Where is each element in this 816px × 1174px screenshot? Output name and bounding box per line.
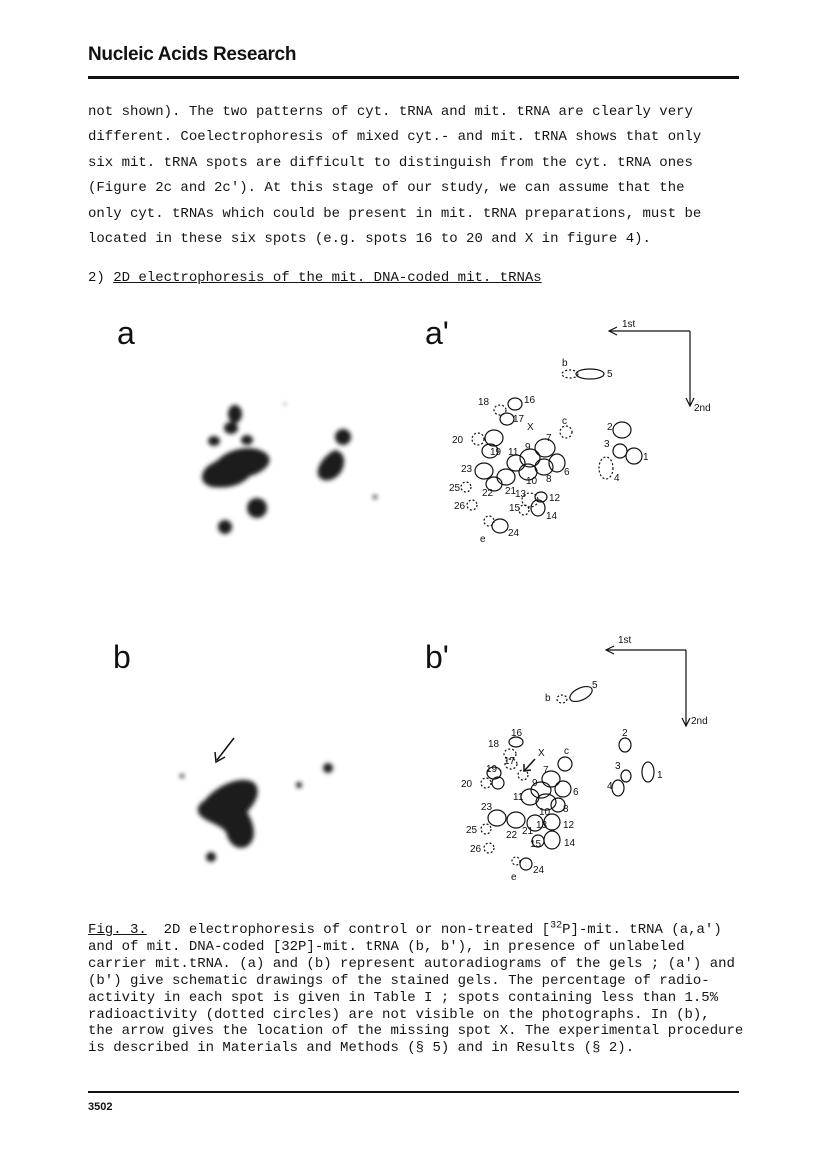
spot-label: 24 (533, 865, 545, 876)
spot-label: 4 (614, 473, 620, 484)
spot-label: 25 (449, 483, 461, 494)
spot-label: 9 (532, 778, 538, 789)
spot-20 (472, 433, 484, 445)
spot (241, 435, 253, 445)
spot (180, 774, 184, 778)
panel-label-b-prime: b' (425, 639, 449, 675)
spot-label: 16 (524, 395, 536, 406)
spot-6 (555, 781, 571, 797)
spot-x-missing (518, 770, 528, 780)
spot (373, 495, 377, 499)
body-line: not shown). The two patterns of cyt. tRNA and mit. tRNA are clearly very (88, 104, 693, 120)
spot-25 (481, 824, 491, 834)
body-line: different. Coelectrophoresis of mixed cyt.- and mit. tRNA shows that only (88, 129, 702, 146)
spot-label: 12 (563, 820, 575, 831)
caption-line: activity in each spot is given in Table I ; spots containing less than 1.5% (88, 989, 719, 1006)
spot-label: 3 (615, 761, 621, 772)
spot-label: 15 (530, 839, 542, 850)
autoradiogram-b (180, 763, 333, 862)
spot-label: 8 (563, 804, 569, 815)
spot-label: 21 (505, 486, 517, 497)
spot (224, 422, 238, 434)
spot-7 (535, 439, 555, 457)
caption-superscript: 32 (550, 920, 563, 932)
spot-label: 24 (508, 528, 520, 539)
caption-line: is described in Materials and Methods (§ 5) and in Results (§ 2). (88, 1040, 635, 1057)
spot-label: 21 (522, 826, 534, 837)
spot-label: c (562, 416, 567, 427)
spot-1 (626, 448, 642, 464)
axis-second-label: 2nd (694, 403, 711, 414)
spot-label: X (527, 422, 534, 433)
spot-25 (461, 482, 471, 492)
spot-15 (519, 505, 529, 515)
autoradiogram-a (202, 403, 377, 534)
spot-label: b (562, 358, 568, 369)
spot-x-unit (492, 777, 504, 789)
spot-20 (481, 778, 491, 788)
spot-1 (642, 762, 654, 782)
spot-x (485, 430, 503, 446)
spot-label: 19 (490, 447, 502, 458)
body-line: located in these six spots (e.g. spots 16 to 20 and X in figure 4). (88, 231, 651, 248)
caption-fig-label: Fig. 3. (88, 922, 147, 938)
spot-label: 14 (546, 511, 558, 522)
caption-text: P]-mit. tRNA (a,a') (562, 922, 722, 938)
spot-label: 11 (508, 447, 519, 458)
spot-label: 7 (546, 433, 552, 444)
spot-smear (202, 448, 270, 487)
spot-label: 2 (622, 728, 628, 739)
spot-24 (492, 519, 508, 533)
caption-line: radioactivity (dotted circles) are not visible on the photographs. In (b), (88, 1006, 710, 1023)
arrow-missing-x (215, 738, 234, 762)
spot-label: c (564, 746, 569, 757)
spot-5 (576, 369, 604, 379)
spot-smear (198, 780, 258, 848)
spot-label: 1 (657, 770, 663, 781)
spot-b (557, 695, 567, 703)
spot (218, 520, 232, 534)
panel-label-a: a (117, 315, 135, 351)
spot-label: 23 (481, 802, 493, 813)
spot-4 (612, 780, 624, 796)
spot-23 (475, 463, 493, 479)
spot-label: 10 (526, 476, 538, 487)
spot-label: 9 (525, 442, 531, 453)
spot-label: 6 (564, 467, 570, 478)
spot-label: 26 (454, 501, 466, 512)
caption-line: (b') give schematic drawings of the stained gels. The percentage of radio- (88, 972, 710, 989)
spot-3 (613, 444, 627, 458)
spot-label: 1 (643, 452, 649, 463)
caption-line (88, 922, 748, 939)
spot-3 (621, 770, 631, 782)
spot-label: 14 (564, 838, 576, 849)
spot (335, 429, 351, 445)
spot (284, 403, 286, 405)
spot-label: 26 (470, 844, 482, 855)
caption-line: and of mit. DNA-coded [32P]-mit. tRNA (b, b'), in presence of unlabeled (88, 938, 685, 955)
caption-line: the arrow gives the location of the missing spot X. The experimental procedure (88, 1023, 744, 1040)
spot-label: 7 (543, 765, 549, 776)
arrow-x (524, 759, 535, 771)
spot-label: e (511, 872, 517, 883)
spot-17 (500, 413, 514, 425)
caption-text: 2D electrophoresis of control or non-treated [ (146, 922, 551, 938)
spot (296, 782, 302, 788)
spot-c (558, 757, 572, 771)
spot (206, 852, 216, 862)
spot-label: 22 (506, 830, 518, 841)
spot-label: 23 (461, 464, 473, 475)
spot-label: 19 (486, 764, 498, 775)
spot-label: 20 (452, 435, 464, 446)
spot-26 (467, 500, 477, 510)
body-line: six mit. tRNA spots are difficult to distinguish from the cyt. tRNA ones (88, 154, 693, 171)
spot-label: 4 (607, 781, 613, 792)
section-number: 2) (88, 270, 105, 286)
spot-label: 17 (513, 414, 525, 425)
spot-e (512, 857, 520, 865)
spot-label: 5 (607, 369, 613, 380)
footer-rule (88, 1091, 739, 1093)
spot-label: 12 (549, 493, 561, 504)
spot-label: 13 (515, 489, 527, 500)
spot-5 (568, 683, 595, 704)
spot-label: 8 (546, 474, 552, 485)
spot (323, 763, 333, 773)
panel-label-a-prime: a' (425, 315, 449, 351)
figure-caption (88, 922, 748, 1057)
axis-second-label: 2nd (691, 716, 708, 727)
spot-label: 5 (592, 680, 598, 691)
body-line: only cyt. tRNAs which could be present in mit. tRNA preparations, must be (88, 205, 702, 222)
spot-label: b (545, 693, 551, 704)
spot-label: 25 (466, 825, 478, 836)
journal-title: Nucleic Acids Research (88, 44, 297, 65)
caption-line: carrier mit.tRNA. (a) and (b) represent autoradiograms of the gels ; (a') and (88, 955, 735, 972)
body-line: (Figure 2c and 2c'). At this stage of our study, we can assume that the (88, 180, 685, 197)
direction-arrows (609, 327, 694, 406)
section-title: 2D electrophoresis of the mit. DNA-coded mit. tRNAs (113, 270, 542, 286)
spot-label: 17 (504, 756, 516, 767)
panel-label-b: b (113, 639, 131, 675)
spot-label: 6 (573, 787, 579, 798)
spot-2 (613, 422, 631, 438)
spot-label: 3 (604, 439, 610, 450)
spot-label: 10 (539, 807, 551, 818)
spot-24 (520, 858, 532, 870)
spot-c (560, 426, 572, 438)
spot-14 (531, 500, 545, 516)
spot-label: e (480, 534, 486, 545)
spot-14 (544, 831, 560, 849)
page-number: 3502 (88, 1101, 113, 1113)
spot-label: 20 (461, 779, 473, 790)
spot-2 (619, 738, 631, 752)
spot (208, 436, 220, 446)
direction-arrows (606, 646, 690, 726)
axis-first-label: 1st (618, 635, 632, 646)
schematic-a-prime (461, 327, 694, 533)
spot-26 (484, 843, 494, 853)
spot-4 (599, 457, 613, 479)
spot-label: 13 (536, 820, 548, 831)
spot-label: 16 (511, 728, 523, 739)
schematic-b-prime-labels (461, 635, 708, 883)
spot-label: 18 (488, 739, 500, 750)
axis-first-label: 1st (622, 319, 636, 330)
spot-label: 2 (607, 422, 613, 433)
spot (247, 498, 267, 518)
spot (228, 405, 242, 423)
spot-21 (497, 469, 515, 485)
spot-smear (318, 450, 344, 480)
spot-label: X (538, 748, 545, 759)
spot-label: 22 (482, 488, 494, 499)
spot-label: 11 (513, 792, 524, 803)
spot-16 (508, 398, 522, 410)
spot-label: 15 (509, 503, 521, 514)
spot-label: 18 (478, 397, 490, 408)
